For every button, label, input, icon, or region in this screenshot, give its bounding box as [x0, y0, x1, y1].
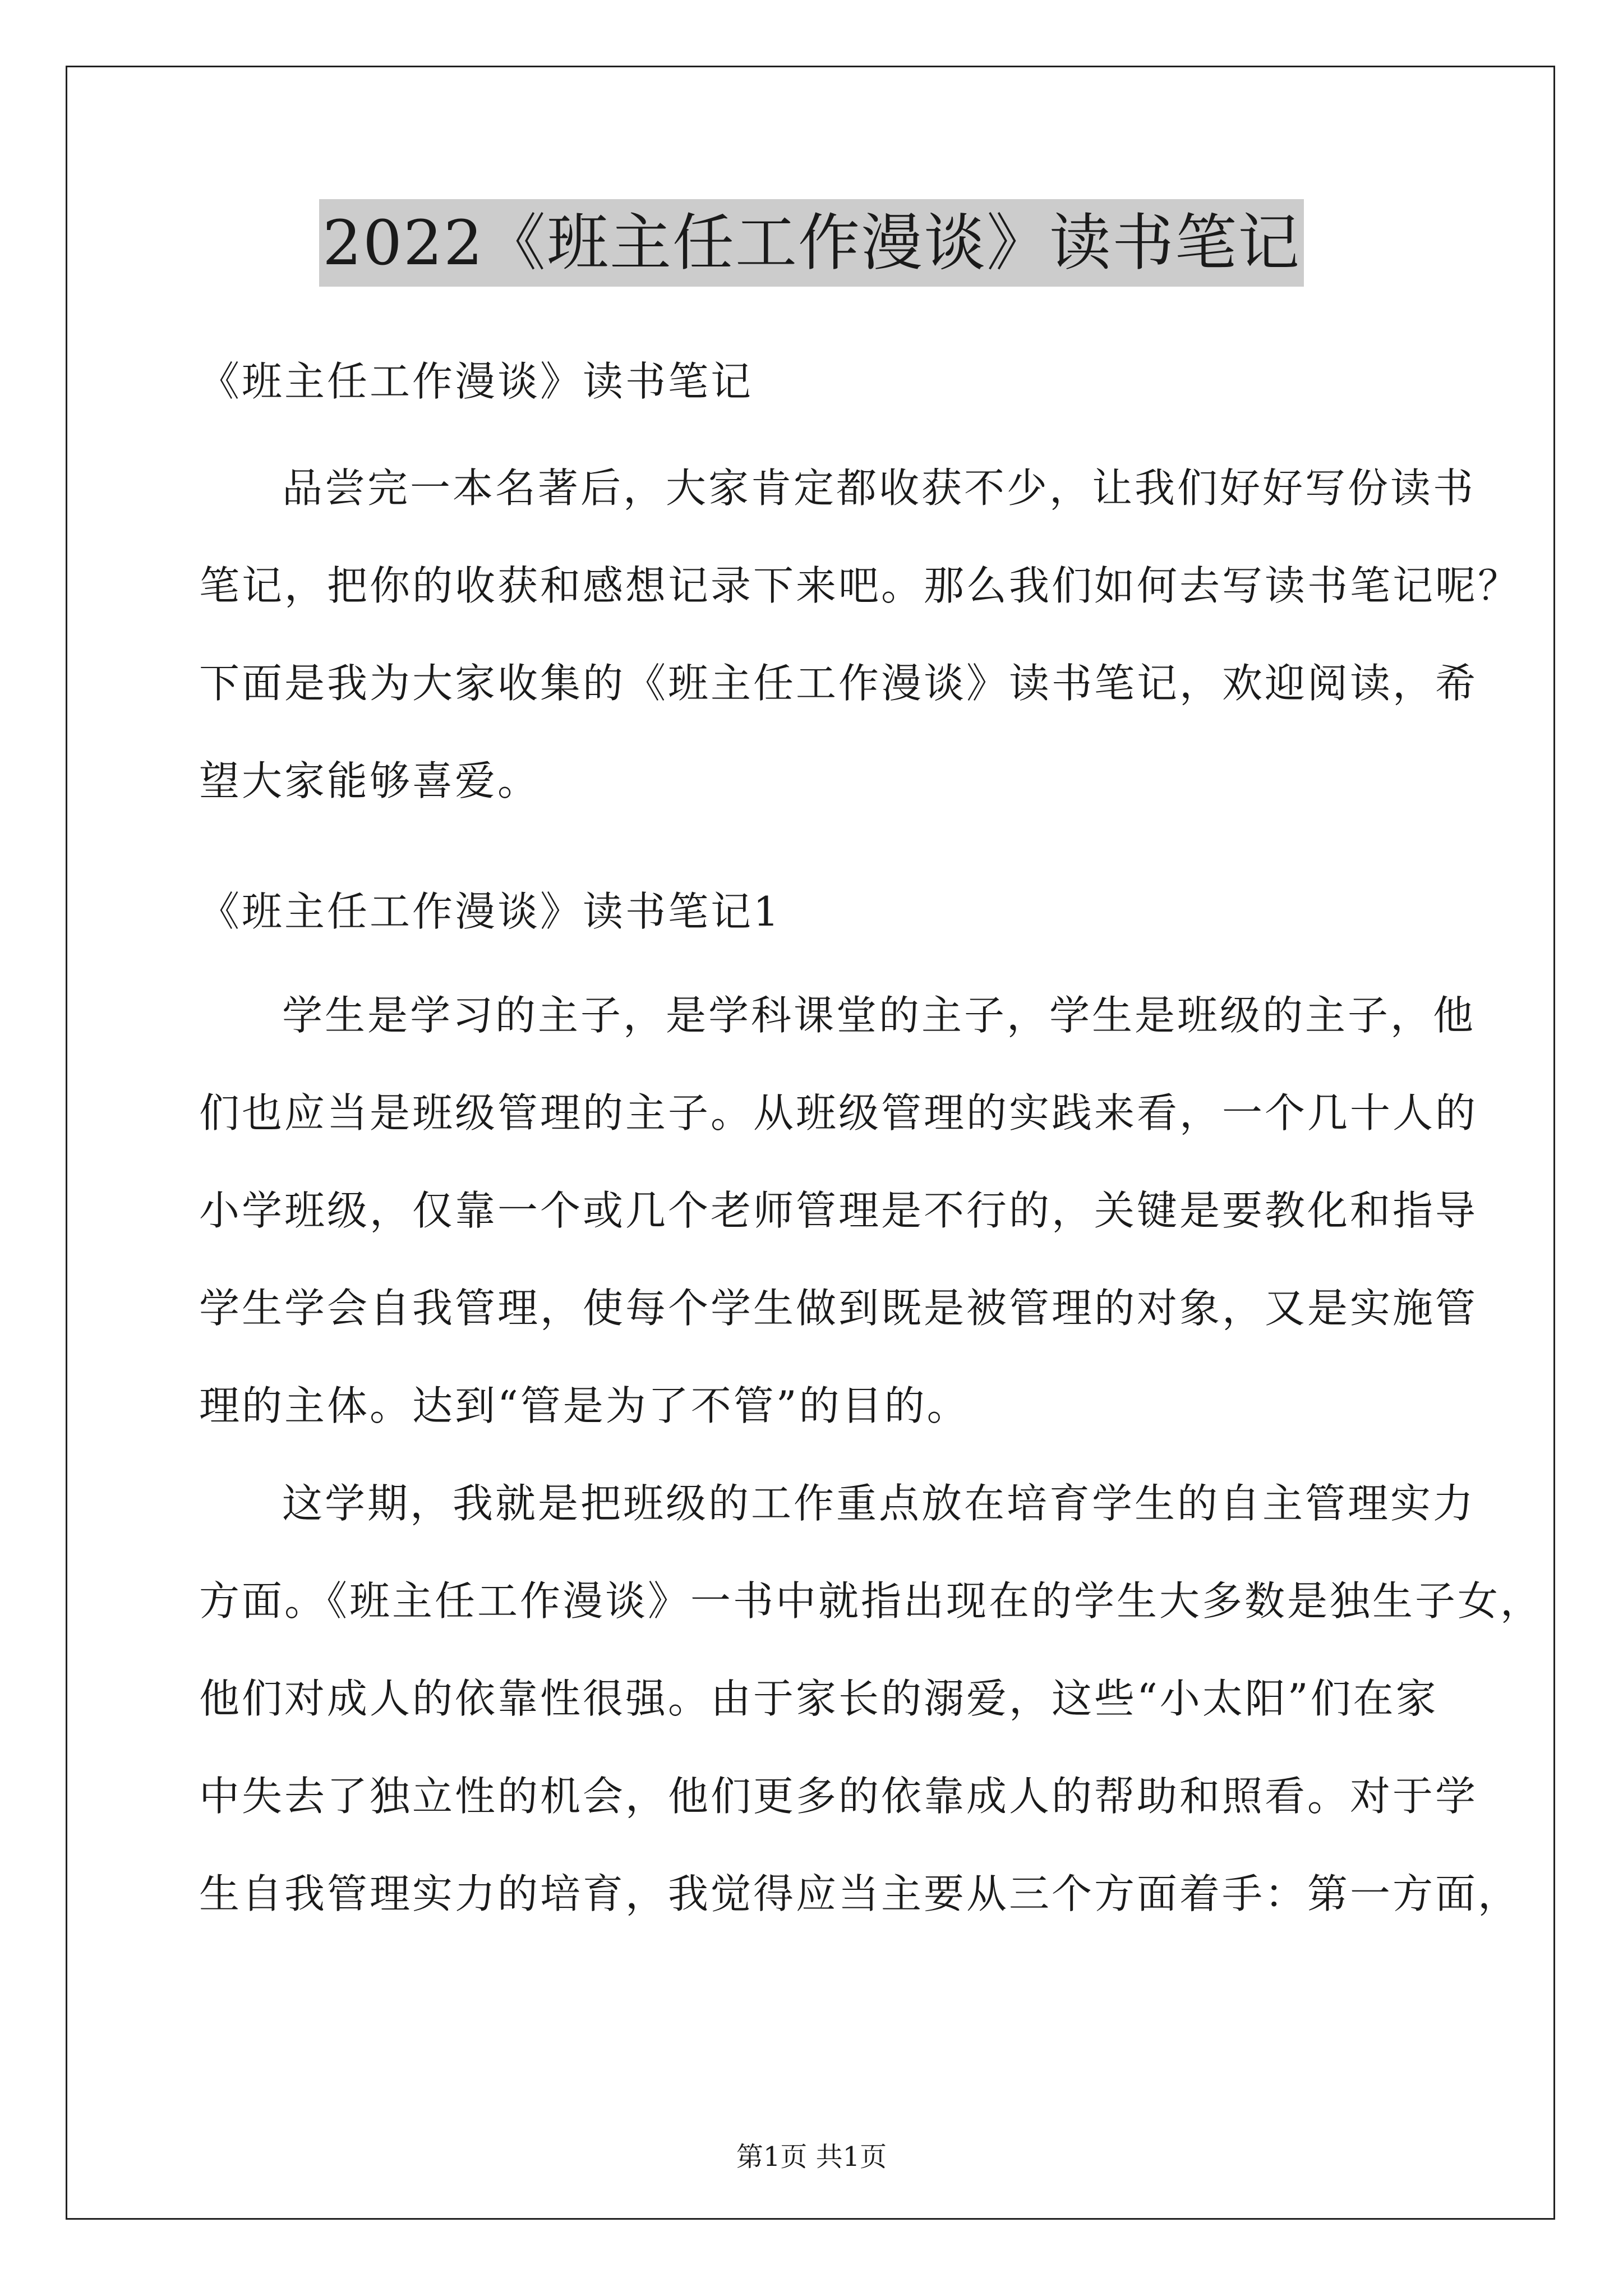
intro-heading: 《班主任工作漫谈》读书笔记: [199, 358, 754, 405]
paragraph-line: 学生是学习的主子，是学科课堂的主子，学生是班级的主子，他: [282, 992, 1476, 1039]
paragraph-line: 学生学会自我管理，使每个学生做到既是被管理的对象，又是实施管: [199, 1285, 1478, 1332]
paragraph-line: 下面是我为大家收集的《班主任工作漫谈》读书笔记，欢迎阅读，希: [199, 660, 1478, 707]
page-footer: [0, 2140, 1623, 2174]
intro-paragraph: [199, 460, 1521, 850]
document-title: 2022《班主任工作漫谈》读书笔记: [319, 199, 1304, 287]
section1-heading: 《班主任工作漫谈》读书笔记1: [199, 888, 781, 935]
paragraph-line: 方面。《班主任工作漫谈》一书中就指出现在的学生大多数是独生子女，: [199, 1577, 1543, 1625]
title-container: [0, 199, 1623, 287]
paragraph-line: 品尝完一本名著后，大家肯定都收获不少，让我们好好写份读书: [282, 464, 1476, 512]
paragraph-line: 他们对成人的依靠性很强。由于家长的溺爱，这些“小太阳”们在家: [199, 1675, 1438, 1722]
paragraph-line: 这学期，我就是把班级的工作重点放在培育学生的自主管理实力: [282, 1480, 1476, 1527]
paragraph-line: 生自我管理实力的培育，我觉得应当主要从三个方面着手：第一方面，: [199, 1870, 1521, 1917]
paragraph-line: 们也应当是班级管理的主子。从班级管理的实践来看，一个几十人的: [199, 1089, 1478, 1137]
paragraph-line: 望大家能够喜爱。: [199, 757, 541, 804]
paragraph-line: 小学班级，仅靠一个或几个老师管理是不行的，关键是要教化和指导: [199, 1187, 1478, 1234]
page-number: 第1页 共1页: [736, 2141, 887, 2173]
paragraph-line: 中失去了独立性的机会，他们更多的依靠成人的帮助和照看。对于学: [199, 1773, 1478, 1820]
paragraph-line: 理的主体。达到“管是为了不管”的目的。: [199, 1382, 970, 1429]
paragraph-line: 笔记，把你的收获和感想记录下来吧。那么我们如何去写读书笔记呢？: [199, 562, 1521, 609]
section1-paragraph2: [199, 1475, 1543, 1963]
section1-paragraph1: [199, 987, 1478, 1475]
